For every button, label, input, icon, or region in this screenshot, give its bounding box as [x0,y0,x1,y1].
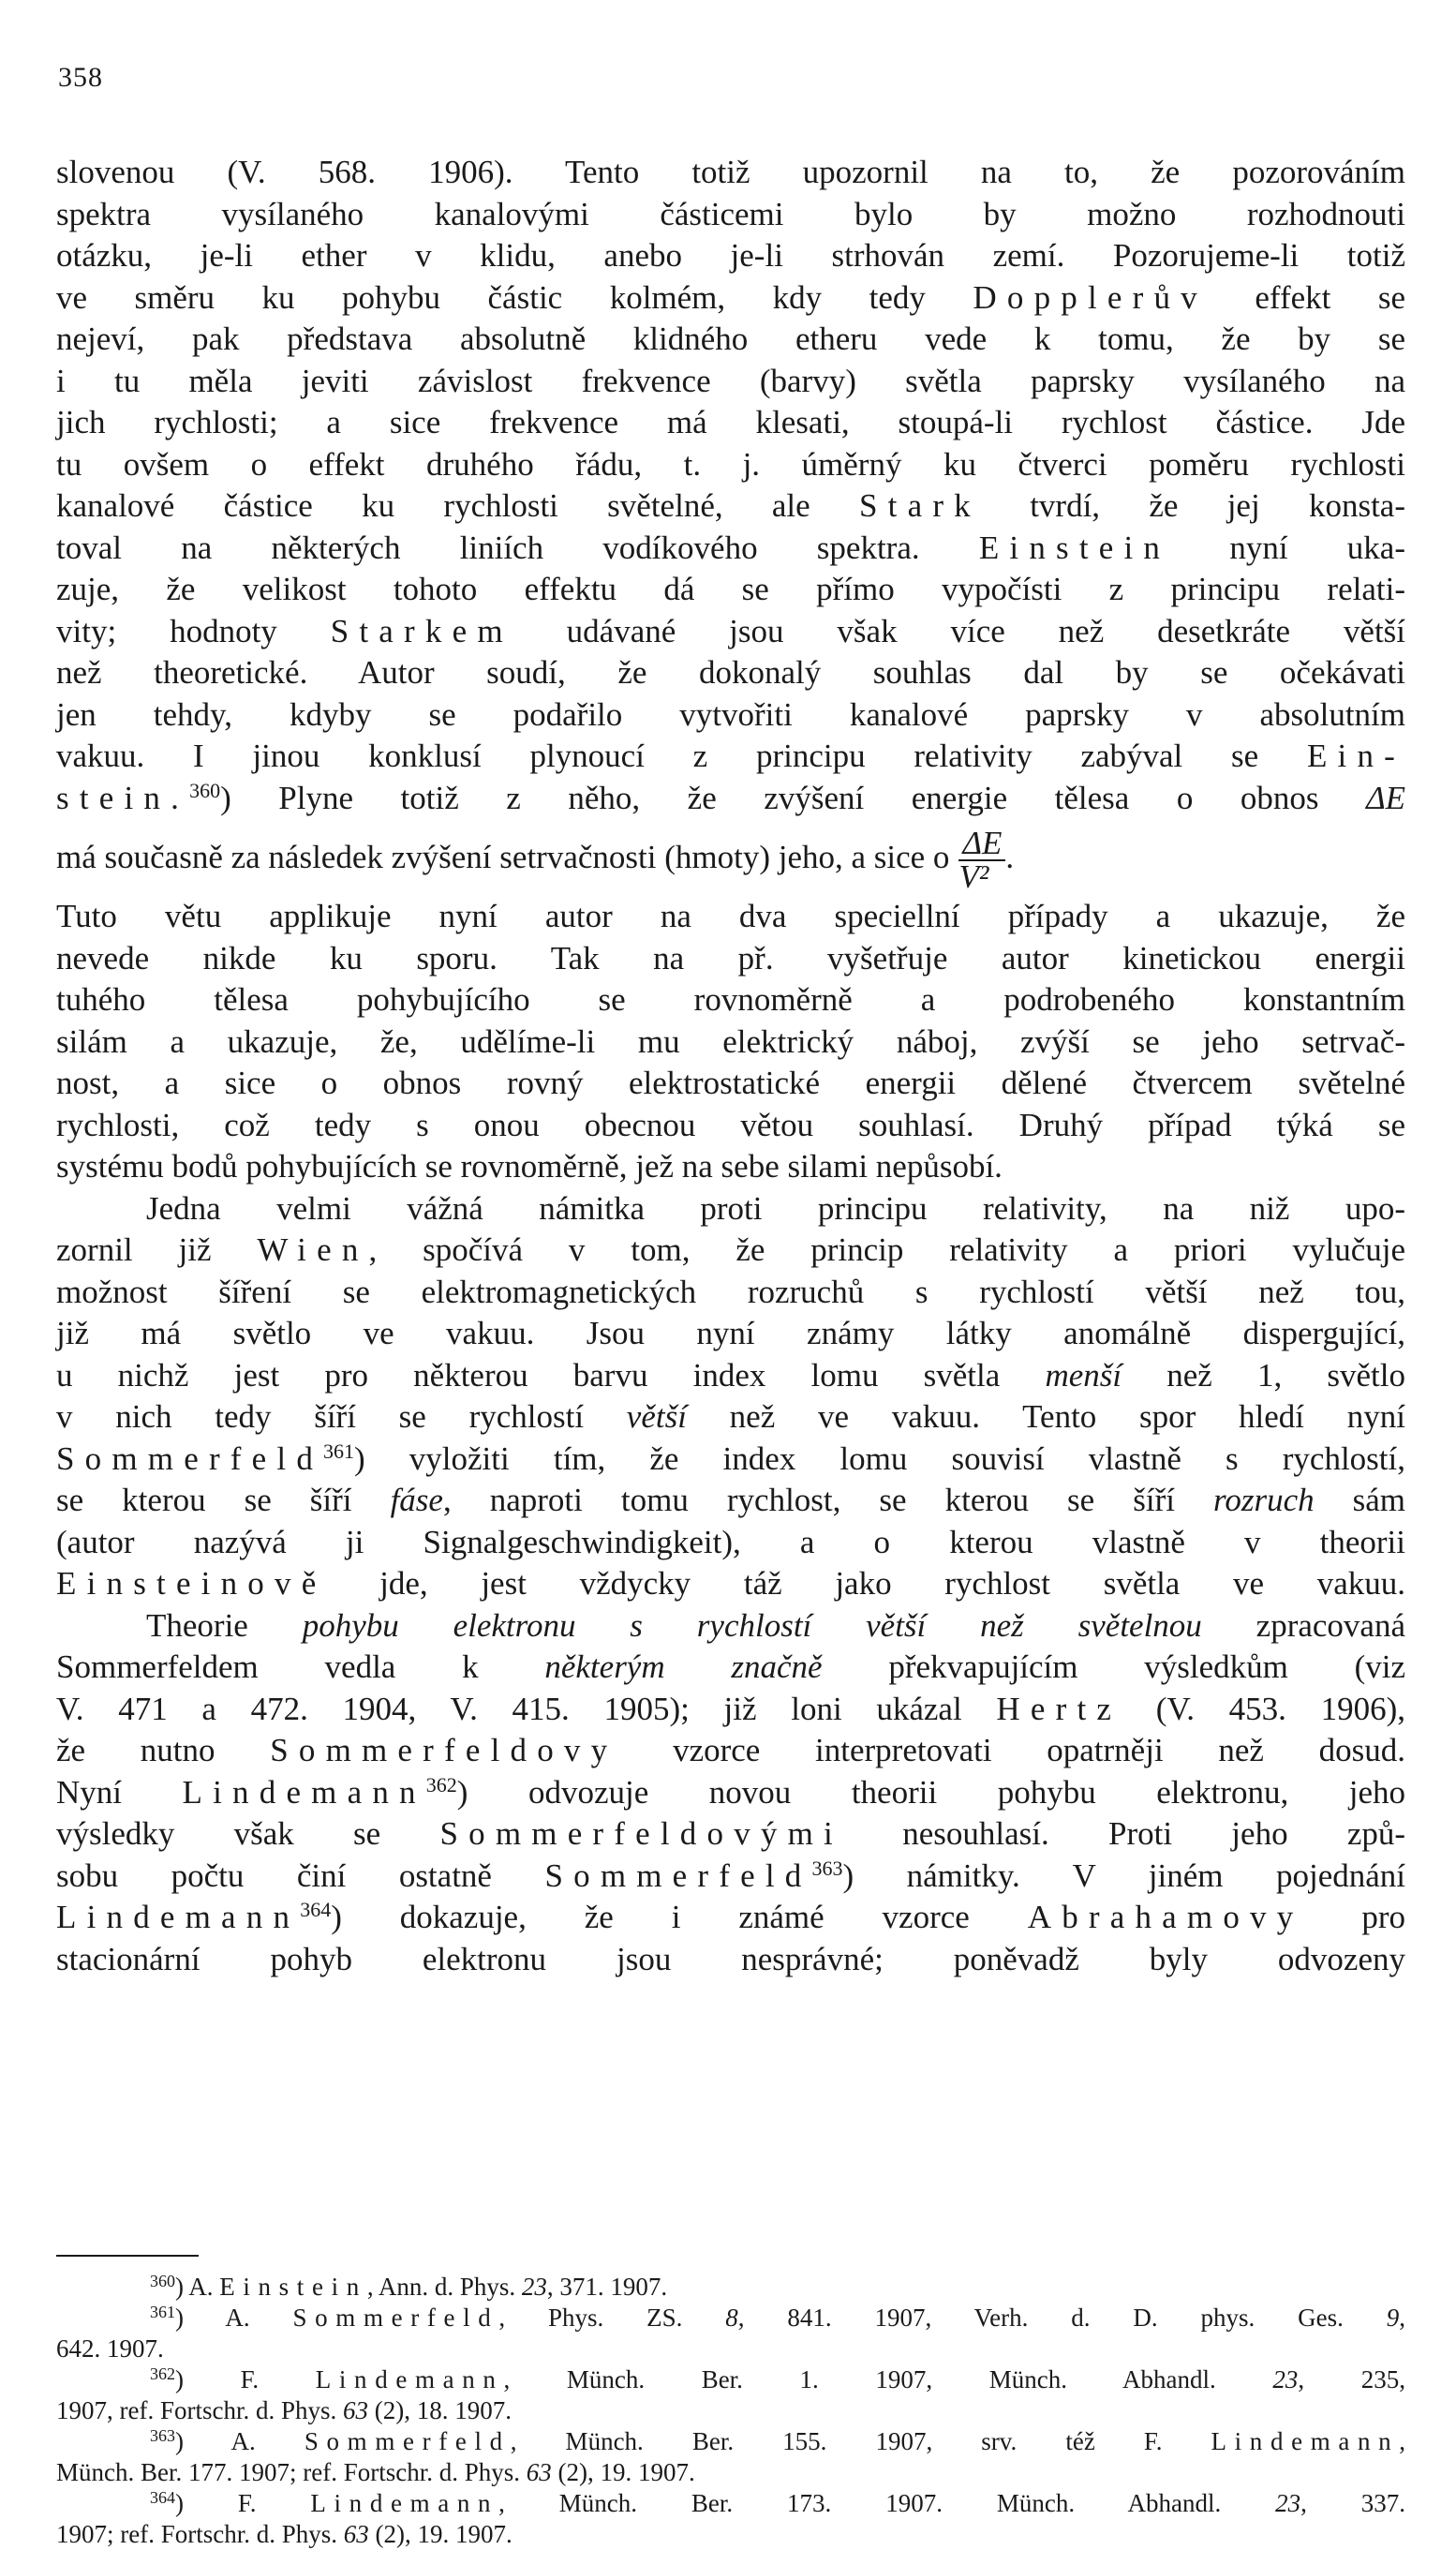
text-line: možnost šíření se elektromagnetických rozruchů s rychlostí větší než tou, [56,1273,1405,1310]
text-run: toval na některých liniích vodíkového spektra. [56,529,920,566]
text-run: ) A. [175,2304,250,2332]
footnote-ref: 362 [425,1772,457,1797]
page-number: 358 [58,62,103,93]
footnote-ref: 361 [323,1439,355,1463]
text-line [56,1230,1405,1272]
footnote-number: 364 [150,2488,175,2507]
volume: 8 [725,2304,738,2332]
volume: 9 [1386,2304,1400,2332]
text-run: , Münch. Ber. 173. 1907. Münch. Abhandl. [498,2489,1222,2517]
text-run: že nutno [56,1732,215,1768]
author-name: Lindemann [182,1773,426,1811]
author-name: Sommerfeldovými [439,1815,843,1852]
text-line [56,277,1405,320]
text-run: ) A. [175,2273,214,2301]
footnote-number: 361 [150,2303,175,2321]
text-line [56,1396,1405,1439]
text-run: ) A. [175,2427,256,2455]
text-run: ) odvozuje novou theorii pohybu elektronu, jeho [456,1773,1405,1811]
author-name: Starkem [330,612,513,649]
text-line [56,1897,1405,1939]
text-line [56,778,1405,820]
text-run: ve směru ku pohybu částic kolmém, kdy tedy [56,278,926,316]
text-line: Tuto větu applikuje nyní autor na dva speciellní případy a ukazuje, že [56,898,1405,934]
text-run: 1907, ref. Fortschr. d. Phys. [56,2396,337,2424]
text-line [56,528,1405,570]
volume: 23 [1275,2489,1301,2517]
text-line [56,1689,1405,1731]
footnote-362-cont [56,2395,1405,2426]
text-line: tuhého tělesa pohybujícího se rovnoměrně a podrobeného konstantním [56,981,1405,1018]
text-run: ) F. [175,2365,260,2393]
author-name: Sommerfeld [544,1857,812,1894]
author-name: Einstein [219,2273,367,2301]
footnote-363-cont [56,2457,1405,2488]
text-run: kanalové částice ku rychlosti světelné, ale [56,487,810,524]
text-run: ) námitky. V jiném pojednání [842,1857,1405,1894]
text-line: jen tehdy, kdyby se podařilo vytvořiti kanalové paprsky v absolutním [56,695,1405,733]
text-run: (2), 19. 1907. [557,2458,695,2486]
author-name: Sommerfeld [304,2427,511,2455]
text-run: zpracovaná [1255,1606,1406,1644]
text-line [56,1647,1405,1689]
text-run: Nyní [56,1773,122,1811]
volume: 63 [343,2520,369,2548]
volume: 63 [343,2396,368,2424]
text-line: stacionární pohyb elektronu jsou nesprávné; poněvadž byly odvozeny [56,1940,1405,1977]
text-line: slovenou (V. 568. 1906). Tento totiž upozornil na to, že pozorováním [56,154,1405,190]
text-line: Jedna velmi vážná námitka proti principu relativity, na niž upo- [146,1189,1405,1227]
text-run: v nich tedy šíří se rychlostí [56,1398,585,1435]
text-run: (2), 18. 1907. [374,2396,512,2424]
text-line: otázku, je-li ether v klidu, anebo je-li strhován zemí. Pozorujeme-li totiž [56,237,1405,274]
text-run: vakuu. I jinou konklusí plynoucí z principu relativity zabýval se [56,738,1259,774]
footnote-ref: 360 [189,778,221,802]
footnote-362 [56,2364,1405,2395]
text-run: ) F. [175,2489,257,2517]
text-line: nevede nikde ku sporu. Tak na př. vyšetřuje autor kinetickou energii [56,939,1405,977]
text-run: , Ann. d. Phys. [366,2273,516,2301]
author-name: Abrahamovy [1027,1899,1304,1935]
text-run: (2), 19. 1907. [375,2520,513,2548]
text-line: spektra vysílaného kanalovými částicemi bylo by možno rozhodnouti [56,195,1405,232]
text-run: , Münch. Ber. 155. 1907, srv. též F. [510,2427,1163,2455]
author-name: stein. [56,779,190,816]
text-line [56,611,1405,653]
footnotes [56,2272,1405,2550]
text-run: vity; hodnoty [56,612,277,649]
text-run: u nichž jest pro některou barvu index lomu světla [56,1356,1001,1394]
text-run: má současně za následek zvýšení setrvačnosti (hmoty) jeho, a sice o [56,839,950,875]
author-name: Lindemann [315,2365,504,2393]
footnote-number: 363 [150,2426,175,2445]
text-line: již má světlo ve vakuu. Jsou nyní známy látky anomálně dispergující, [56,1315,1405,1351]
fraction-denominator: V² [958,857,989,895]
text-line: nost, a sice o obnos rovný elektrostatické energii dělené čtvercem světelné [56,1065,1405,1101]
footnote-361 [56,2303,1405,2334]
text-line [56,1563,1405,1605]
text-run: vzorce interpretovati opatrněji než dosud. [673,1732,1406,1768]
author-name: Wien [257,1231,369,1268]
math-delta-e: ΔE [1366,779,1405,816]
text-run: se kterou se šíří [56,1482,352,1518]
text-run: udávané jsou však více než desetkráte větší [566,612,1406,649]
fraction [958,824,1005,895]
text-line [56,1856,1405,1898]
volume: 23 [521,2273,547,2301]
author-name: Sommerfeldovy [270,1732,618,1768]
author-name: Lindemann [310,2489,499,2517]
text-line: (autor nazývá ji Signalgeschwindigkeit), a o kterou vlastně v theorii [56,1523,1405,1560]
text-line: nejeví, pak představa absolutně klidného etheru vede k tomu, že by se [56,321,1405,357]
footnote-361-cont: 642. 1907. [56,2334,164,2363]
text-run: sobu počtu činí ostatně [56,1857,492,1894]
text-line [56,1772,1405,1814]
text-run: zornil již [56,1231,212,1268]
text-run: , 235, [1298,2365,1405,2393]
author-name: Einstein [978,529,1171,566]
text-line: jich rychlosti; a sice frekvence má klesati, stoupá-li rychlost částice. Jde [56,404,1405,440]
text-run: nyní uka- [1229,529,1405,566]
text-run: , 841. 1907, Verh. d. D. phys. Ges. [737,2304,1344,2332]
text-run: ) Plyne totiž z něho, že zvýšení energie tělesa o obnos [220,779,1319,816]
text-line: systému bodů pohybujících se rovnoměrně, jež na sebe silami nepůsobí. [56,1148,1003,1185]
text-run: , spočívá v tom, že princip relativity a priori vylučuje [368,1231,1405,1268]
footnote-ref: 363 [811,1856,843,1880]
author-name: Ein- [1306,738,1405,774]
text-line [56,1439,1405,1481]
text-line [56,1480,1405,1522]
text-run: . [1005,839,1015,875]
body-text [56,152,1405,1980]
text-run: , naproti tomu rychlost, se kterou se šíří [442,1482,1175,1518]
text-run: pro [1361,1899,1406,1935]
footnote-number: 362 [150,2364,175,2383]
text-run: překvapujícím výsledkům (viz [888,1648,1406,1685]
text-line [56,1605,1405,1648]
emphasis: některým značně [544,1648,823,1685]
text-run: sám [1352,1482,1406,1518]
text-run: ) vyložiti tím, že index lomu souvisí vlastně s rychlostí, [354,1439,1405,1477]
text-run: effekt se [1255,278,1406,316]
text-run: výsledky však se [56,1815,381,1852]
text-line: tu ovšem o effekt druhého řádu, t. j. úměrný ku čtverci poměru rychlosti [56,445,1405,483]
text-run: Theorie [146,1606,248,1644]
emphasis: rozruch [1213,1482,1315,1518]
text-run: , Münch. Ber. 1. 1907, Münch. Abhandl. [503,2365,1216,2393]
text-line [56,736,1405,778]
text-run: , 337. [1300,2489,1406,2517]
emphasis: větší [626,1398,687,1435]
author-name: Stark [859,487,981,524]
text-run: , 371. 1907. [546,2273,668,2301]
text-run: než 1, světlo [1166,1356,1405,1394]
footnote-360 [56,2272,1405,2303]
author-name: Lindemann [56,1899,301,1935]
emphasis: fáse [390,1482,443,1518]
author-name: Hertz [996,1690,1122,1727]
text-line: než theoretické. Autor soudí, že dokonalý souhlas dal by se očekávati [56,654,1405,691]
text-run: V. 471 a 472. 1904, V. 415. 1905); již loni ukázal [56,1690,962,1727]
text-run: (V. 453. 1906), [1155,1690,1405,1727]
text-run: , [1399,2304,1405,2332]
text-line [56,1730,1405,1772]
author-name: Sommerfeld [56,1439,324,1477]
text-run: Münch. Ber. 177. 1907; ref. Fortschr. d. Phys. [56,2458,520,2486]
text-line: rychlosti, což tedy s onou obecnou větou souhlasí. Druhý případ týká se [56,1106,1405,1143]
author-name: Lindemann [1211,2427,1400,2455]
text-line-with-fraction [56,819,1405,896]
author-name: Sommerfeld [292,2304,499,2332]
fraction-numerator: ΔE [958,828,1005,861]
text-run: , [1399,2427,1406,2455]
text-line: silám a ukazuje, že, udělíme-li mu elektrický náboj, zvýší se jeho setrvač- [56,1022,1405,1060]
text-run: tvrdí, že jej konsta- [1030,487,1405,524]
footnote-364-cont [56,2519,1405,2550]
text-run: , Phys. ZS. [498,2304,683,2332]
footnote-364 [56,2488,1405,2519]
author-name: Einsteinově [56,1565,327,1602]
text-run: nesouhlasí. Proti jeho způ- [902,1815,1406,1852]
text-line [56,485,1405,528]
footnote-number: 360 [150,2272,175,2290]
author-name: Dopplerův [973,278,1208,316]
volume: 63 [526,2458,552,2486]
footnote-363 [56,2426,1405,2457]
text-run: než ve vakuu. Tento spor hledí nyní [729,1398,1405,1435]
text-line: i tu měla jeviti závislost frekvence (barvy) světla paprsky vysílaného na [56,362,1405,399]
text-line: zuje, že velikost tohoto effektu dá se přímo vypočísti z principu relati- [56,571,1405,607]
text-line [56,1355,1405,1397]
text-run: ) dokazuje, že i známé vzorce [331,1899,970,1935]
footnote-ref: 364 [300,1898,332,1921]
text-run: jde, jest vždycky táž jako rychlost světla ve vakuu. [379,1565,1406,1602]
text-line [56,1813,1405,1856]
emphasis: menší [1045,1356,1122,1394]
footnote-rule [56,2255,199,2257]
text-run: 1907; ref. Fortschr. d. Phys. [56,2520,337,2548]
emphasis: pohybu elektronu s rychlostí větší než světelnou [302,1606,1202,1644]
text-run: Sommerfeldem vedla k [56,1648,479,1685]
volume: 23 [1272,2365,1299,2393]
